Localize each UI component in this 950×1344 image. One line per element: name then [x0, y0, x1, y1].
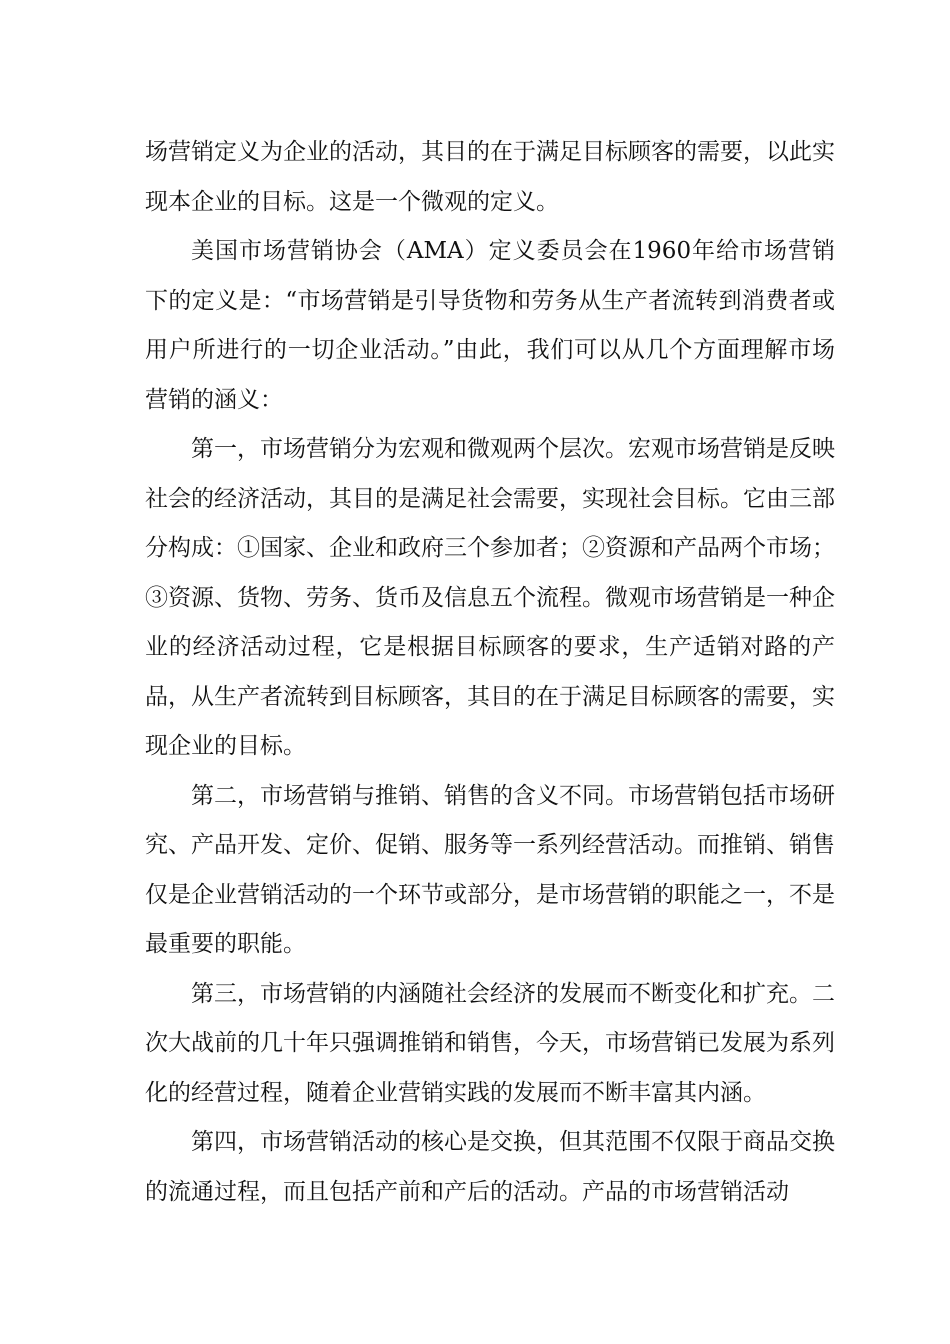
- paragraph-point-three: 第三，市场营销的内涵随社会经济的发展而不断变化和扩充。二次大战前的几十年只强调推销和销售，今天，市场营销已发展为系列化的经营过程，随着企业营销实践的发展而不断丰富其内涵。: [145, 980, 835, 1106]
- paragraph-continuation: 场营销定义为企业的活动，其目的在于满足目标顾客的需要，以此实现本企业的目标。这是一个微观的定义。: [145, 139, 835, 215]
- paragraph-point-two: 第二，市场营销与推销、销售的含义不同。市场营销包括市场研究、产品开发、定价、促销、服务等一系列经营活动。而推销、销售仅是企业营销活动的一个环节或部分，是市场营销的职能之一，不是最重要的职能。: [145, 782, 835, 957]
- paragraph-ama-definition: 美国市场营销协会（AMA）定义委员会在1960年给市场营销下的定义是：“市场营销是引导货物和劳务从生产者流转到消费者或用户所进行的一切企业活动。”由此，我们可以从几个方面理解市场营销的涵义：: [145, 238, 835, 413]
- paragraph-point-four: 第四，市场营销活动的核心是交换，但其范围不仅限于商品交换的流通过程，而且包括产前和产后的活动。产品的市场营销活动: [145, 1129, 835, 1205]
- paragraph-point-one: 第一，市场营销分为宏观和微观两个层次。宏观市场营销是反映社会的经济活动，其目的是满足社会需要，实现社会目标。它由三部分构成：①国家、企业和政府三个参加者；②资源和产品两个市场；③资源、货物、劳务、货币及信息五个流程。微观市场营销是一种企业的经济活动过程，它是根据目标顾客的要求，生产适销对路的产品，从生产者流转到目标顾客，其目的在于满足目标顾客的需要，实现企业的目标。: [145, 436, 835, 759]
- document-body: [145, 128, 835, 1217]
